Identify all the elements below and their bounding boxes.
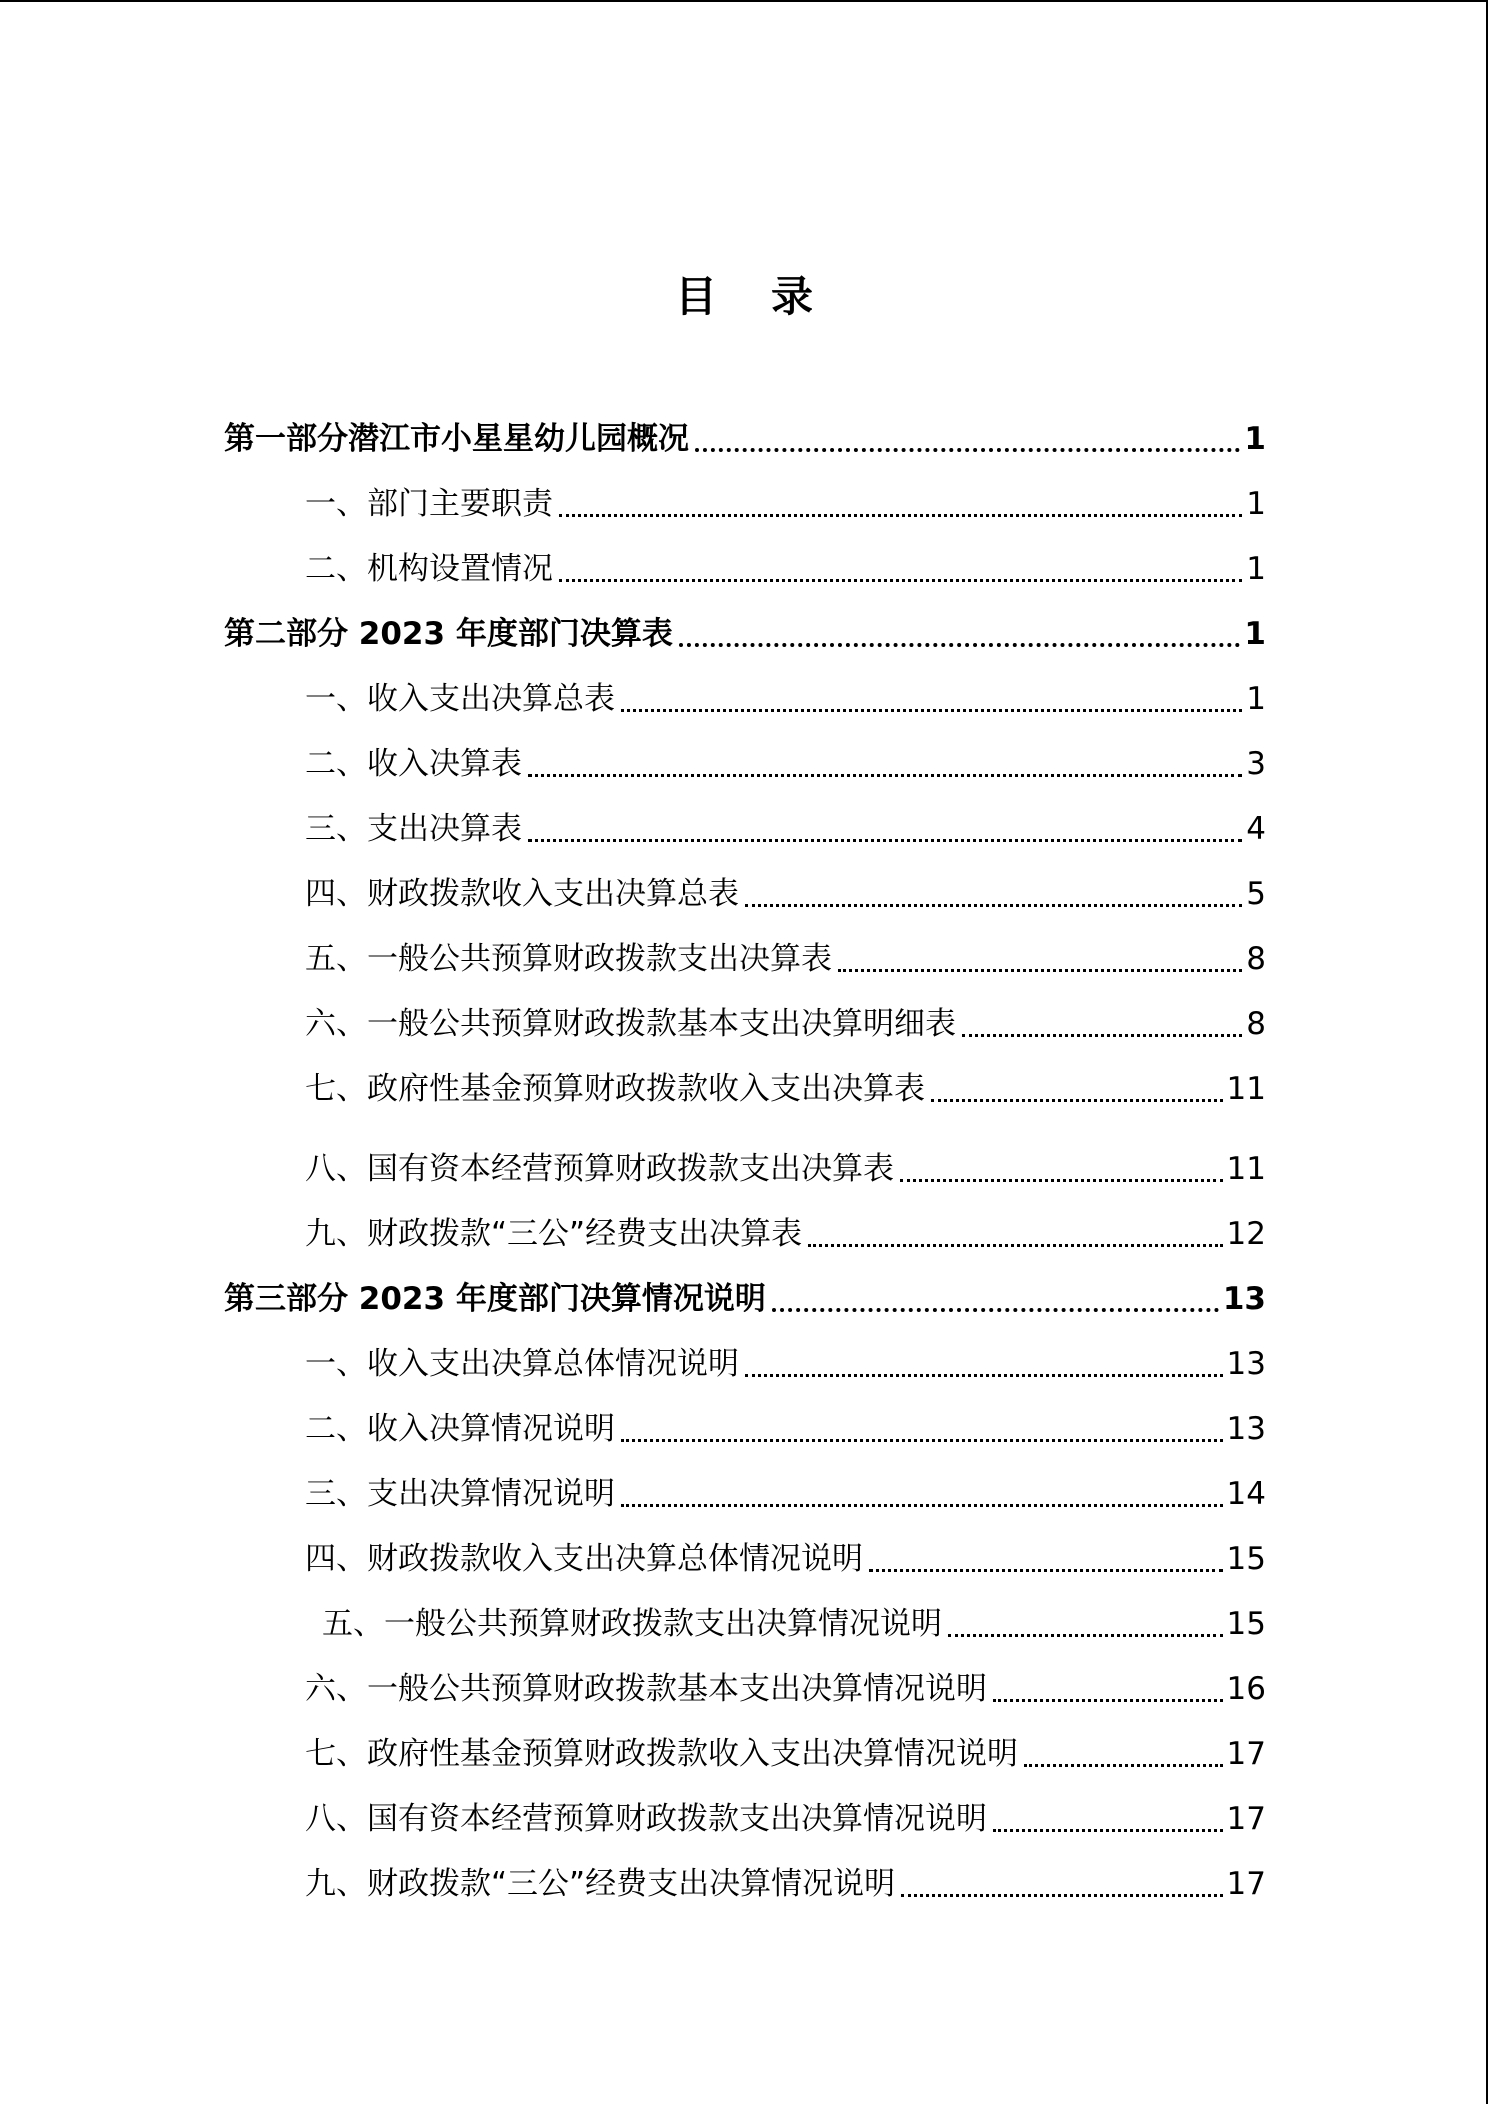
toc-entry-title: 五、一般公共预算财政拨款支出决算情况说明 [322,1606,942,1642]
toc-section-entry[interactable] [305,1471,1266,1517]
toc-entry-title: 四、财政拨款收入支出决算总表 [305,876,739,912]
toc-entry-title: 七、政府性基金预算财政拨款收入支出决算表 [305,1071,925,1107]
toc-dot-leader [621,676,1242,722]
toc-dot-leader [931,1066,1223,1112]
toc-page-number: 16 [1226,1671,1266,1707]
toc-title: 目录 [674,272,867,321]
toc-page-number: 17 [1226,1736,1266,1772]
toc-part-entry[interactable] [224,1276,1266,1322]
toc-section-entry[interactable] [305,1666,1266,1712]
toc-dot-leader [745,871,1242,917]
toc-entry-title: 七、政府性基金预算财政拨款收入支出决算情况说明 [305,1736,1018,1772]
toc-section-entry[interactable] [305,741,1266,787]
toc-entry-title: 第三部分 2023 年度部门决算情况说明 [224,1281,766,1317]
toc-dot-leader [559,546,1242,592]
toc-section-entry[interactable] [305,1066,1266,1112]
toc-section-entry[interactable] [305,676,1266,722]
toc-dot-leader [679,611,1241,657]
toc-dot-leader [528,806,1242,852]
toc-page-number: 15 [1226,1541,1266,1577]
toc-section-entry[interactable] [305,1536,1266,1582]
toc-dot-leader [962,1001,1242,1047]
toc-entry-title: 第二部分 2023 年度部门决算表 [224,616,673,652]
toc-entry-title: 二、机构设置情况 [305,551,553,587]
toc-page-number: 12 [1226,1216,1266,1252]
toc-page-number: 1 [1244,421,1266,457]
toc-section-entry[interactable] [322,1601,1266,1647]
toc-dot-leader [621,1406,1223,1452]
toc-section-entry[interactable] [305,1341,1266,1387]
toc-page-number: 1 [1246,486,1266,522]
toc-entry-title: 三、支出决算情况说明 [305,1476,615,1512]
toc-page-number: 1 [1244,616,1266,652]
toc-page-number: 11 [1226,1071,1266,1107]
toc-section-entry[interactable] [305,1731,1266,1777]
toc-dot-leader [993,1796,1223,1842]
toc-dot-leader [621,1471,1223,1517]
toc-page-number: 5 [1246,876,1266,912]
toc-dot-leader [559,481,1242,527]
toc-entry-title: 一、收入支出决算总表 [305,681,615,717]
toc-page-number: 8 [1246,941,1266,977]
toc-dot-leader [695,416,1240,462]
toc-page-number: 11 [1226,1151,1266,1187]
toc-entry-title: 四、财政拨款收入支出决算总体情况说明 [305,1541,863,1577]
toc-page-number: 13 [1226,1346,1266,1382]
toc-entry-title: 一、收入支出决算总体情况说明 [305,1346,739,1382]
toc-section-entry[interactable] [305,1796,1266,1842]
toc-entry-title: 八、国有资本经营预算财政拨款支出决算情况说明 [305,1801,987,1837]
toc-dot-leader [901,1861,1222,1907]
toc-section-entry[interactable] [305,546,1266,592]
toc-page-number: 14 [1226,1476,1266,1512]
toc-page-number: 4 [1246,811,1266,847]
toc-page-number: 13 [1222,1281,1266,1317]
toc-page-number: 17 [1226,1866,1266,1902]
toc-section-entry[interactable] [305,1211,1266,1257]
toc-dot-leader [869,1536,1223,1582]
toc-entry-title: 二、收入决算表 [305,746,522,782]
toc-dot-leader [745,1341,1223,1387]
toc-page-number: 1 [1246,681,1266,717]
toc-section-entry[interactable] [305,481,1266,527]
toc-dot-leader [528,741,1242,787]
toc-entry-title: 二、收入决算情况说明 [305,1411,615,1447]
toc-part-entry[interactable] [224,416,1266,462]
toc-entry-title: 第一部分潜江市小星星幼儿园概况 [224,421,689,457]
toc-section-entry[interactable] [305,1146,1266,1192]
toc-section-entry[interactable] [305,1861,1266,1907]
toc-entry-title: 五、一般公共预算财政拨款支出决算表 [305,941,832,977]
toc-entry-title: 六、一般公共预算财政拨款基本支出决算明细表 [305,1006,956,1042]
toc-part-entry[interactable] [224,611,1266,657]
toc-page-number: 1 [1246,551,1266,587]
toc-page-number: 8 [1246,1006,1266,1042]
toc-section-entry[interactable] [305,1001,1266,1047]
toc-entry-title: 三、支出决算表 [305,811,522,847]
toc-section-entry[interactable] [305,1406,1266,1452]
toc-dot-leader [808,1211,1222,1257]
toc-entry-title: 八、国有资本经营预算财政拨款支出决算表 [305,1151,894,1187]
toc-entry-title: 六、一般公共预算财政拨款基本支出决算情况说明 [305,1671,987,1707]
toc-dot-leader [993,1666,1223,1712]
toc-page-number: 13 [1226,1411,1266,1447]
toc-page-number: 3 [1246,746,1266,782]
toc-dot-leader [1024,1731,1223,1777]
toc-dot-leader [948,1601,1223,1647]
toc-entry-title: 九、财政拨款“三公”经费支出决算情况说明 [305,1866,896,1902]
toc-section-entry[interactable] [305,806,1266,852]
toc-section-entry[interactable] [305,871,1266,917]
toc-page-number: 17 [1226,1801,1266,1837]
toc-dot-leader [900,1146,1223,1192]
toc-section-entry[interactable] [305,936,1266,982]
toc-dot-leader [838,936,1242,982]
toc-dot-leader [772,1276,1219,1322]
toc-page-number: 15 [1226,1606,1266,1642]
toc-entry-title: 九、财政拨款“三公”经费支出决算表 [305,1216,803,1252]
toc-entry-title: 一、部门主要职责 [305,486,553,522]
